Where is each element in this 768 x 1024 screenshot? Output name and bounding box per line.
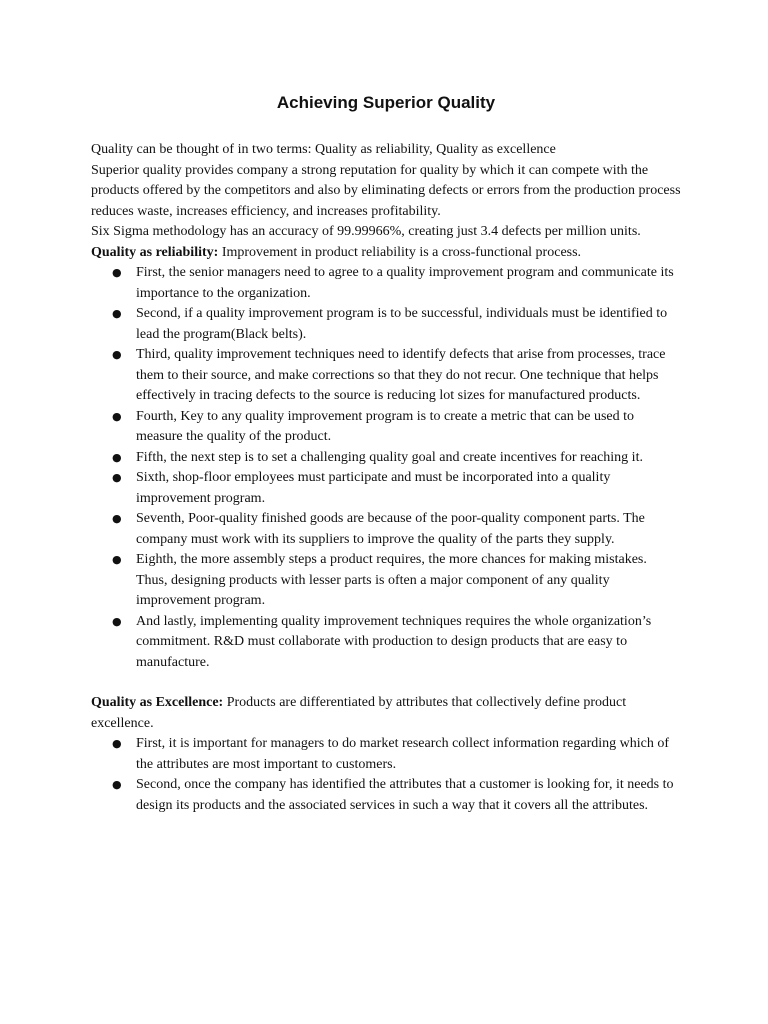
excellence-list [91,734,681,816]
page-title: Achieving Superior Quality [276,93,496,112]
reliability-text: Improvement in product reliability is a cross-functional process. [218,244,582,260]
bullet-icon: ● [112,512,122,525]
list-item [91,448,681,469]
reliability-heading [91,243,681,264]
list-item-text: Second, once the company has identified the attributes that a customer is looking for, it needs to design its products and the associated services in such a way that it covers all the attributes. [136,777,674,813]
list-item [91,468,681,509]
list-item [91,550,681,612]
list-item-text: Third, quality improvement techniques need to identify defects that arise from processes, trace them to their source, and make corrections so that they do not recur. One technique that helps effectively in tracing defects to the source is reducing lot sizes for manufactured products. [136,347,666,403]
list-item [91,775,681,816]
list-item-text: Seventh, Poor-quality finished goods are because of the poor-quality component parts. The company must work with its suppliers to improve the quality of the parts they supply. [136,511,645,547]
bullet-icon: ● [112,409,122,423]
list-item [91,263,681,304]
list-item [91,612,681,674]
reliability-label: Quality as reliability: [91,244,219,260]
list-item [91,407,681,448]
list-item [91,509,681,550]
list-item-text: Second, if a quality improvement program is to be successful, individuals must be identified to lead the program(Black belts). [136,306,668,342]
bullet-icon: ● [112,614,122,628]
list-item-text: Eighth, the more assembly steps a product requires, the more chances for making mistakes. Thus, designing products with lesser parts is often a major component of any quality improvement program. [136,552,647,608]
bullet-icon: ● [112,737,122,750]
list-item-text: Fifth, the next step is to set a challenging quality goal and create incentives for reaching it. [136,449,643,465]
list-item-text: Fourth, Key to any quality improvement program is to create a metric that can be used to measure the quality of the product. [136,408,635,444]
list-item [91,304,681,345]
bullet-icon: ● [112,450,122,464]
bullet-icon: ● [112,348,122,361]
intro-paragraph-3: Six Sigma methodology has an accuracy of 99.99966%, creating just 3.4 defects per million units. [91,224,641,239]
list-item-text: First, the senior managers need to agree to a quality improvement program and communicate its importance to the organization. [136,265,674,301]
bullet-icon: ● [112,778,122,791]
bullet-icon: ● [112,553,122,566]
section-spacer [91,673,681,693]
list-item [91,345,681,407]
excellence-label: Quality as Excellence: [91,695,224,710]
excellence-text: Products are differentiated by attributes that collectively define product excellence. [91,695,627,731]
reliability-list [91,263,681,673]
bullet-icon: ● [112,307,122,320]
bullet-icon: ● [112,471,122,484]
excellence-heading [91,693,681,734]
list-item-text: First, it is important for managers to do market research collect information regarding which of the attributes are most important to customers. [136,736,670,772]
list-item [91,734,681,775]
list-item-text: And lastly, implementing quality improvement techniques requires the whole organization’s commitment. R&D must collaborate with production to design products that are easy to manufacture. [136,613,652,670]
document-page [91,92,681,816]
intro-paragraph-2: Superior quality provides company a strong reputation for quality by which it can compete with the products offered by the competitors and also by eliminating defects or errors from the production process reduces waste, increases efficiency, and increases profitability. [91,162,681,219]
list-item-text: Sixth, shop-floor employees must participate and must be incorporated into a quality improvement program. [136,470,611,506]
bullet-icon: ● [112,266,122,279]
intro-paragraph-1: Quality can be thought of in two terms: Quality as reliability, Quality as excellence [91,142,556,157]
